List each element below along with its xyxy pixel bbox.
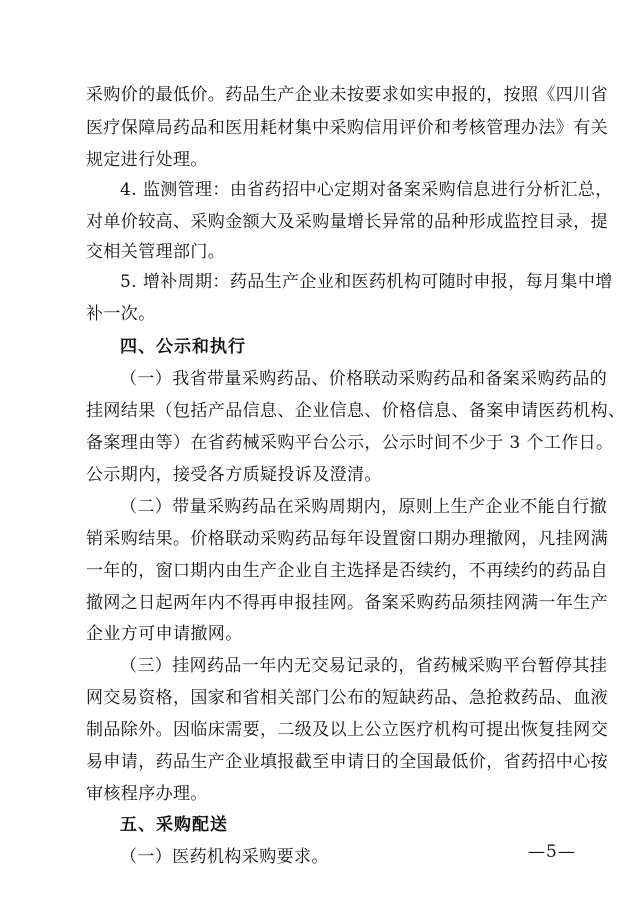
paragraph-start: （一）医药机构采购要求。 xyxy=(120,847,329,867)
body-text-line: 企业方可申请撤网。 xyxy=(86,624,243,644)
list-item-supplement-cycle: 5. 增补周期：药品生产企业和医药机构可随时申报，每月集中增 xyxy=(120,272,613,292)
paragraph-start: （三）挂网药品一年内无交易记录的，省药械采购平台暂停其挂 xyxy=(120,656,608,676)
section-heading-procurement: 五、采购配送 xyxy=(120,815,228,835)
body-text-line: 医疗保障局药品和医用耗材集中采购信用评价和考核管理办法》有关 xyxy=(86,118,608,138)
body-text-line: 对单价较高、采购金额大及采购量增长异常的品种形成监控目录，提 xyxy=(86,212,608,232)
body-text-line: 补一次。 xyxy=(86,304,156,324)
body-text-line: 采购价的最低价。药品生产企业未按要求如实申报的，按照《四川省 xyxy=(86,85,608,105)
paragraph-start: （二）带量采购药品在采购周期内，原则上生产企业不能自行撤 xyxy=(120,497,608,517)
body-text-line: 易申请，药品生产企业填报截至申请日的全国最低价，省药招中心按 xyxy=(86,752,608,772)
body-text-line: 审核程序办理。 xyxy=(86,784,208,804)
body-text-line: 规定进行处理。 xyxy=(86,150,208,170)
body-text-line: 交相关管理部门。 xyxy=(86,242,226,262)
list-item-monitoring: 4. 监测管理：由省药招中心定期对备案采购信息进行分析汇总， xyxy=(120,180,613,200)
body-text-line: 挂网结果（包括产品信息、企业信息、价格信息、备案申请医药机构、 xyxy=(86,401,626,421)
body-text-line: 一年的，窗口期内由生产企业自主选择是否续约，不再续约的药品自 xyxy=(86,561,608,581)
body-text-line: 备案理由等）在省药械采购平台公示，公示时间不少于 3 个工作日。 xyxy=(86,433,614,453)
body-text-line: 公示期内，接受各方质疑投诉及澄清。 xyxy=(86,465,382,485)
body-text-line: 网交易资格，国家和省相关部门公布的短缺药品、急抢救药品、血液 xyxy=(86,688,608,708)
page-number: —5— xyxy=(528,842,576,862)
section-heading-publicity: 四、公示和执行 xyxy=(120,337,246,357)
paragraph-start: （一）我省带量采购药品、价格联动采购药品和备案采购药品的 xyxy=(120,369,608,389)
body-text-line: 制品除外。因临床需要，二级及以上公立医疗机构可提出恢复挂网交 xyxy=(86,720,608,740)
body-text-line: 撤网之日起两年内不得再申报挂网。备案采购药品须挂网满一年生产 xyxy=(86,593,608,613)
body-text-line: 销采购结果。价格联动采购药品每年设置窗口期办理撤网，凡挂网满 xyxy=(86,529,608,549)
